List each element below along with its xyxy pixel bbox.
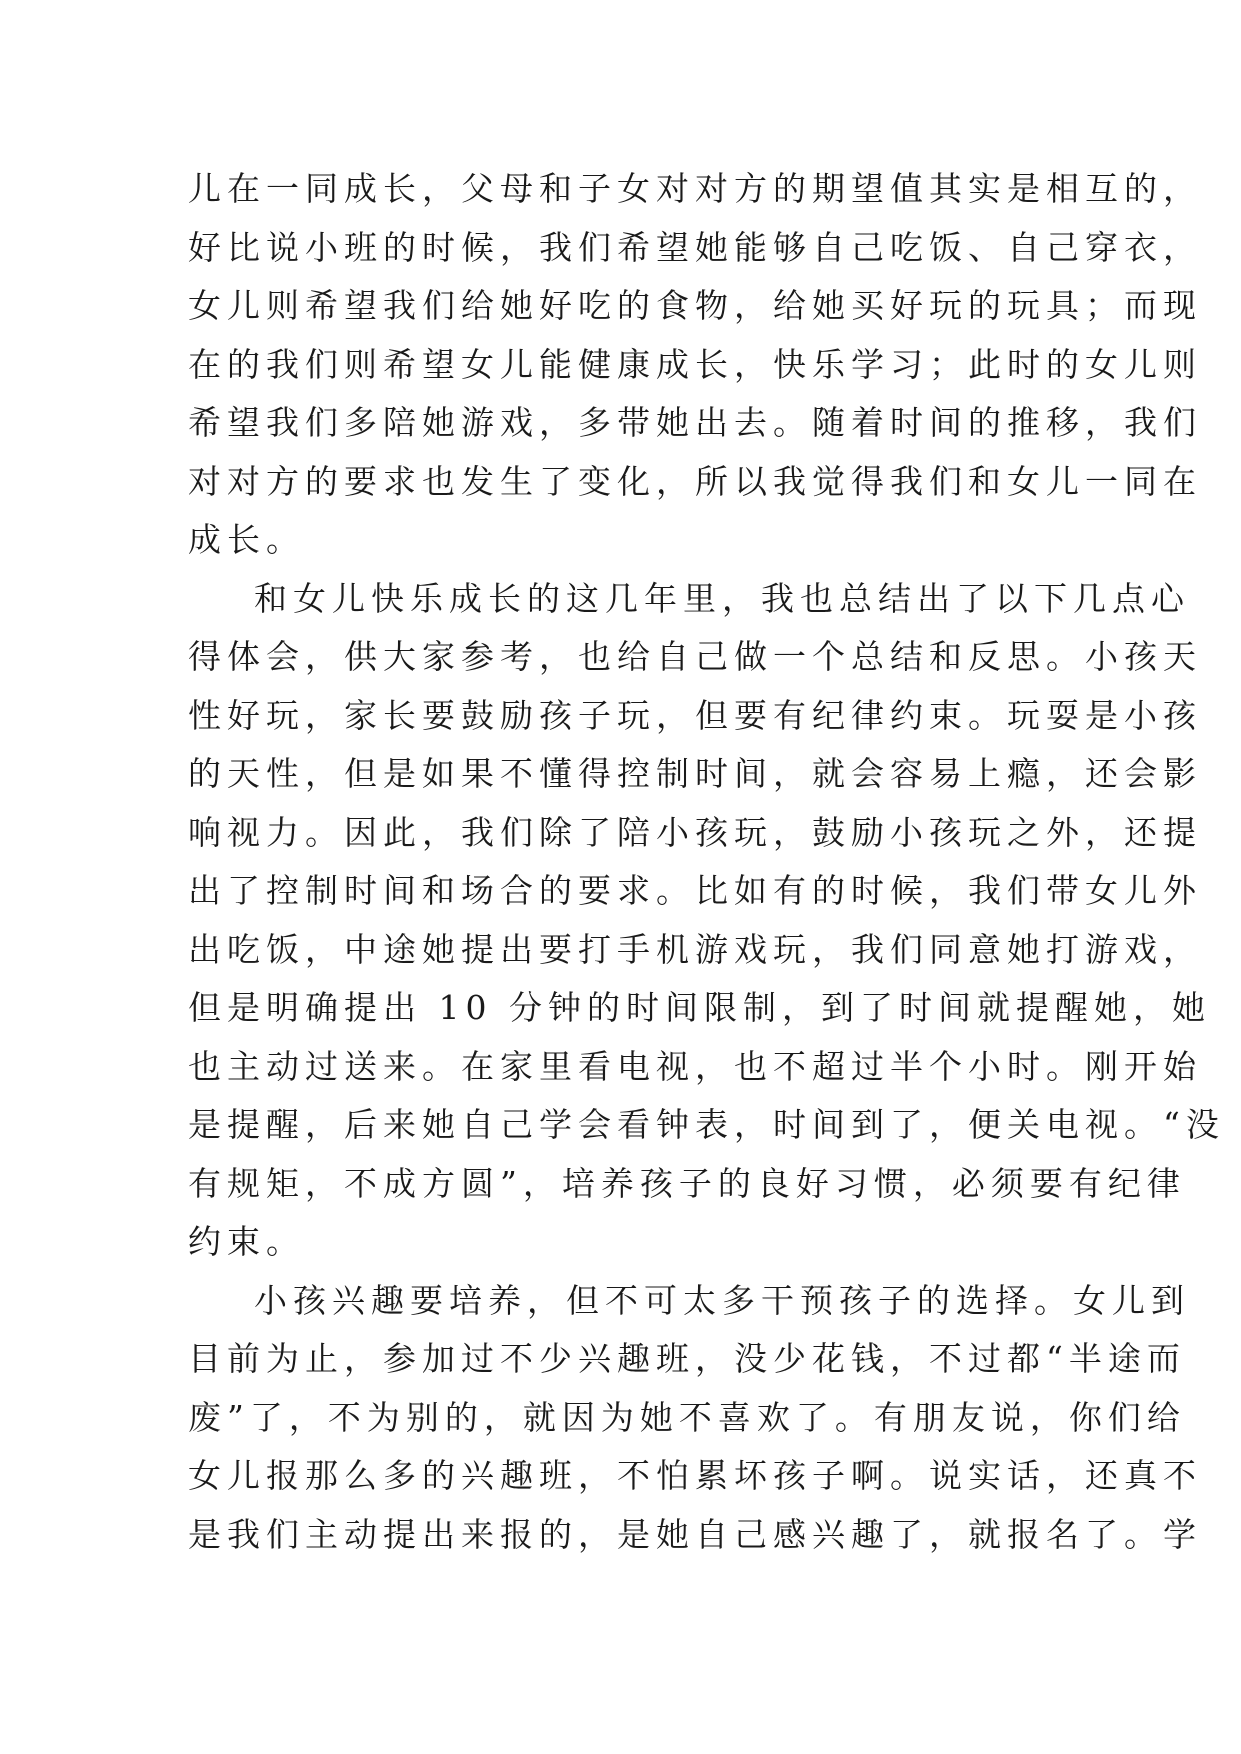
text-line: 和女儿快乐成长的这几年里，我也总结出了以下几点心 <box>254 578 1190 618</box>
text-line: 女儿报那么多的兴趣班，不怕累坏孩子啊。说实话，还真不 <box>188 1456 1202 1495</box>
text-line: 是提醒，后来她自己学会看钟表，时间到了，便关电视。“没 <box>188 1105 1225 1144</box>
text-line: 废”了，不为别的，就因为她不喜欢了。有朋友说，你们给 <box>188 1397 1186 1437</box>
text-line: 好比说小班的时候，我们希望她能够自己吃饭、自己穿衣， <box>188 227 1202 267</box>
text-line: 有规矩，不成方圆”，培养孩子的良好习惯，必须要有纪律 <box>188 1163 1186 1203</box>
text-line: 小孩兴趣要培养，但不可太多干预孩子的选择。女儿到 <box>254 1280 1190 1320</box>
text-line: 得体会，供大家参考，也给自己做一个总结和反思。小孩天 <box>188 637 1202 676</box>
text-line: 响视力。因此，我们除了陪小孩玩，鼓励小孩玩之外，还提 <box>188 812 1202 852</box>
paragraph-1 <box>188 160 1202 570</box>
text-line: 希望我们多陪她游戏，多带她出去。随着时间的推移，我们 <box>188 403 1202 442</box>
text-line: 约束。 <box>188 1222 305 1261</box>
text-line: 是我们主动提出来报的，是她自己感兴趣了，就报名了。学 <box>188 1514 1202 1554</box>
text-line: 但是明确提出 10 分钟的时间限制，到了时间就提醒她，她 <box>188 988 1211 1027</box>
text-line: 出吃饭，中途她提出要打手机游戏玩，我们同意她打游戏， <box>188 929 1202 969</box>
paragraph-3 <box>188 1272 1202 1565</box>
document-body <box>188 160 1225 1564</box>
text-line: 成长。 <box>188 520 305 559</box>
paragraph-2 <box>188 570 1225 1272</box>
text-line: 也主动过送来。在家里看电视，也不超过半个小时。刚开始 <box>188 1046 1202 1086</box>
text-line: 在的我们则希望女儿能健康成长，快乐学习；此时的女儿则 <box>188 344 1202 384</box>
text-line: 出了控制时间和场合的要求。比如有的时候，我们带女儿外 <box>188 871 1202 910</box>
text-line: 的天性，但是如果不懂得控制时间，就会容易上瘾，还会影 <box>188 754 1202 793</box>
text-line: 目前为止，参加过不少兴趣班，没少花钱，不过都“半途而 <box>188 1339 1186 1378</box>
text-line: 性好玩，家长要鼓励孩子玩，但要有纪律约束。玩耍是小孩 <box>188 695 1202 735</box>
text-line: 女儿则希望我们给她好吃的食物，给她买好玩的玩具；而现 <box>188 286 1202 325</box>
text-line: 对对方的要求也发生了变化，所以我觉得我们和女儿一同在 <box>188 461 1202 501</box>
text-line: 儿在一同成长，父母和子女对对方的期望值其实是相互的， <box>188 169 1202 208</box>
